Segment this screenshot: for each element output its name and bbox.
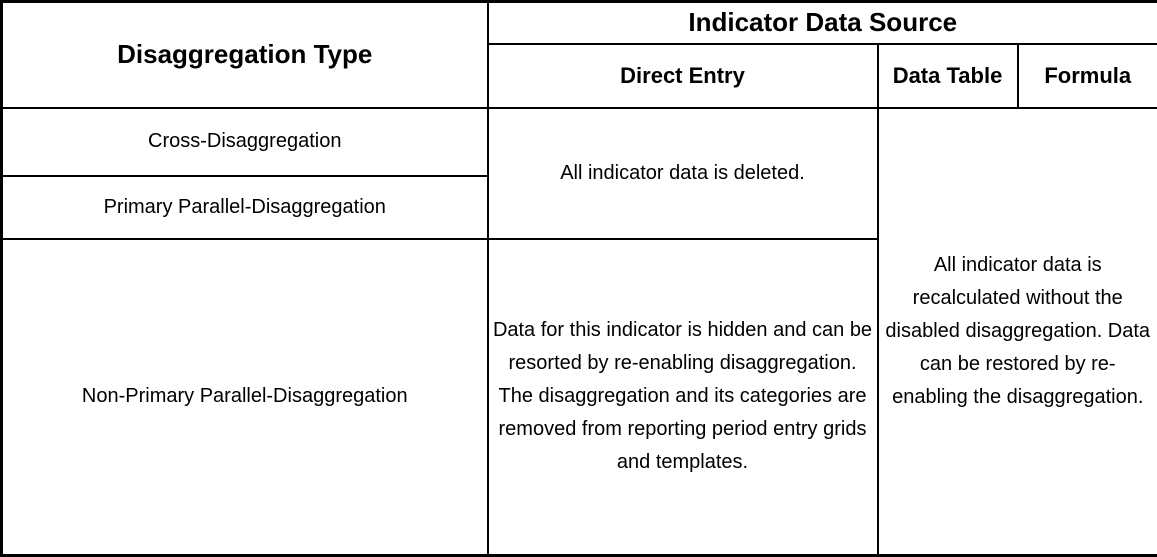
header-row-group [2, 2, 1157, 44]
cell-direct-entry-deleted: All indicator data is deleted. [488, 108, 878, 239]
header-disaggregation-type: Disaggregation Type [2, 2, 488, 108]
row-label-cross-disaggregation: Cross-Disaggregation [2, 108, 488, 176]
cell-direct-entry-hidden: Data for this indicator is hidden and can be resorted by re-enabling disaggregation. The disaggregation and its categories are removed from reporting period entry grids and templates. [488, 239, 878, 556]
row-label-non-primary-parallel-disaggregation: Non-Primary Parallel-Disaggregation [2, 239, 488, 556]
table-row-cross-disaggregation [2, 108, 1157, 176]
header-direct-entry: Direct Entry [488, 44, 878, 108]
header-formula: Formula [1018, 44, 1157, 108]
row-label-primary-parallel-disaggregation: Primary Parallel-Disaggregation [2, 176, 488, 239]
header-data-table: Data Table [878, 44, 1018, 108]
header-indicator-data-source: Indicator Data Source [488, 2, 1157, 44]
cell-data-table-formula-recalculated: All indicator data is recalculated without the disabled disaggregation. Data can be restored by re-enabling the disaggregation. [878, 108, 1157, 556]
